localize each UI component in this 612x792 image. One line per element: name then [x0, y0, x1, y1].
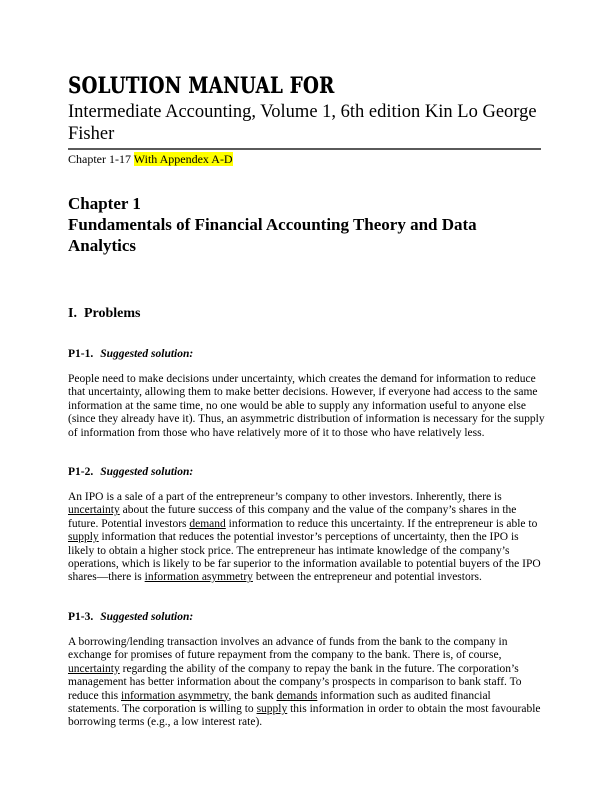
text-segment: information such as audited financial statements. The corporation is willing to — [68, 689, 491, 715]
text-segment: regarding the ability of the company to repay the bank in the future. The corporation’s management has better information about the company’s prospects in comparison to bank staff. To reduce this — [68, 662, 522, 702]
problem-title: Suggested solution: — [100, 348, 194, 360]
header-rule — [68, 148, 541, 150]
text-segment: this information in order to obtain the most favourable borrowing terms (e.g., a low interest rate). — [68, 702, 541, 729]
problem-heading — [68, 466, 545, 478]
problem-paragraph — [68, 373, 545, 440]
underlined-term: supply — [68, 531, 99, 544]
problem-block-p1-2 — [68, 466, 545, 585]
document-header — [68, 73, 545, 166]
underlined-term: demands — [276, 689, 318, 702]
text-segment: An IPO is a sale of a part of the entrepreneur’s company to other investors. Inherently, there is — [68, 491, 502, 504]
manual-title: SOLUTION MANUAL FOR — [68, 73, 335, 99]
highlight-segment: With Appendex A-D — [133, 152, 233, 166]
problem-label: P1-1. — [68, 348, 94, 360]
problem-heading — [68, 611, 545, 623]
underlined-term: demand — [189, 517, 226, 530]
book-subtitle: Intermediate Accounting, Volume 1, 6th edition Kin Lo George Fisher — [68, 102, 537, 144]
section-heading-problems: I. Problems — [68, 306, 141, 321]
problem-heading — [68, 348, 545, 360]
underlined-term: supply — [256, 702, 288, 715]
text-segment: information that reduces the potential investor’s perceptions of uncertainty, then the IPO is likely to obtain a higher stock price. The entrepreneur has intimate knowledge of the company’s operations, which is likely to be far superior to the information available to potential buyers of the IPO shares—there is — [68, 531, 541, 584]
chapter-range-line — [68, 152, 545, 166]
chapter-title: Fundamentals of Financial Accounting Theory and Data Analytics — [68, 215, 477, 255]
underlined-term: uncertainty — [68, 662, 120, 675]
underlined-term: uncertainty — [68, 504, 120, 517]
text-segment: information to reduce this uncertainty. If the entrepreneur is able to — [225, 517, 538, 530]
problem-block-p1-3 — [68, 611, 545, 730]
problem-paragraph — [68, 636, 545, 730]
text-segment: about the future success of this company and the value of the company’s shares in the future. Potential investors — [68, 504, 517, 530]
text-segment: People need to make decisions under uncertainty, which creates the demand for information to reduce that uncertainty, allowing them to make better decisions. However, if everyone had access to the same information at the same time, no one would be able to supply any information useful to anyone else (since they already have it). Thus, an asymmetric distribution of information is necessary for the supply of information from those who have relatively more of it to those who have relatively less. — [68, 373, 545, 439]
chapter-heading — [68, 193, 545, 256]
chapter-number: Chapter 1 — [68, 194, 141, 213]
text-segment: , the bank — [228, 689, 277, 702]
text-segment: Chapter 1-17 — [68, 152, 134, 166]
document-content — [68, 73, 545, 730]
text-segment: between the entrepreneur and potential investors. — [252, 571, 482, 584]
underlined-term: information asymmetry — [144, 571, 253, 584]
problem-block-p1-1 — [68, 348, 545, 440]
problem-label: P1-3. — [68, 610, 94, 623]
problem-label: P1-2. — [68, 466, 94, 479]
problem-paragraph — [68, 491, 545, 585]
problem-title: Suggested solution: — [100, 466, 194, 479]
text-segment: A borrowing/lending transaction involves an advance of funds from the bank to the company in exchange for promises of future repayment from the company to the bank. There is, of course, — [68, 635, 508, 662]
underlined-term: information asymmetry — [121, 689, 229, 702]
problem-title: Suggested solution: — [100, 610, 194, 623]
